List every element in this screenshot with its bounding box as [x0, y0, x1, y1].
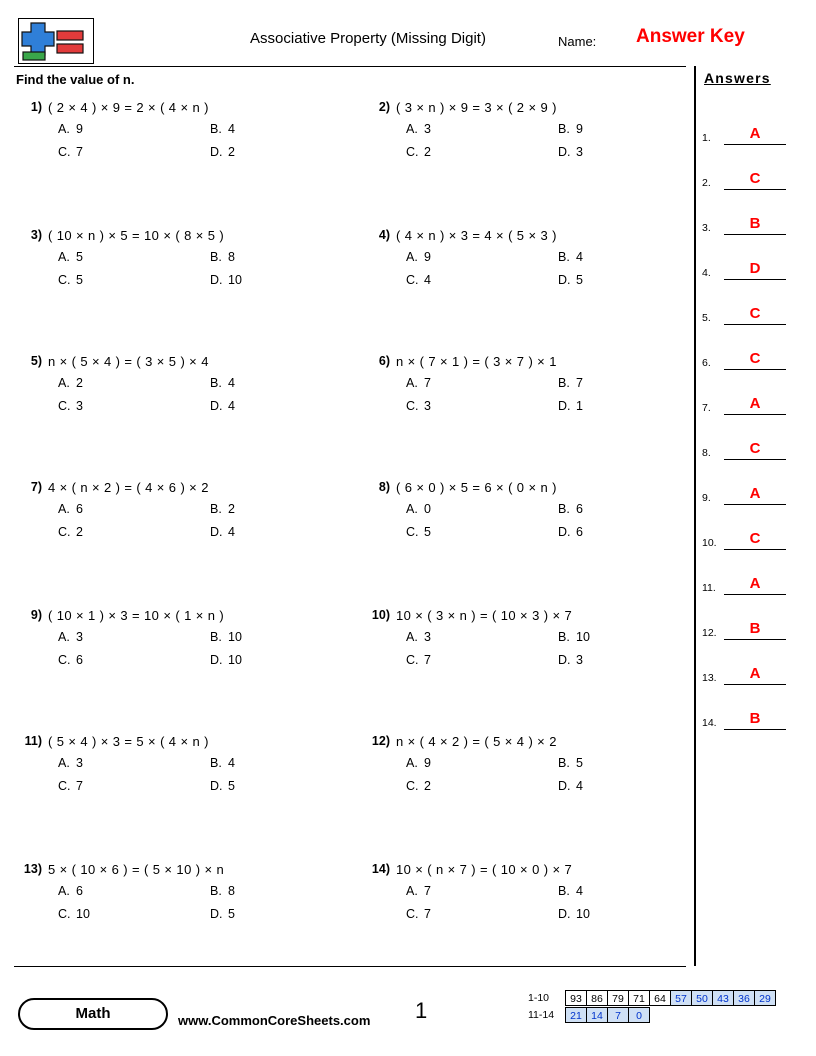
- subject-badge: Math: [18, 998, 168, 1030]
- choice-c[interactable]: C. 3: [58, 399, 83, 413]
- choice-b[interactable]: B. 4: [210, 756, 235, 770]
- choice-c[interactable]: C. 2: [406, 145, 431, 159]
- answer-index: 1.: [702, 132, 711, 144]
- choice-a[interactable]: A. 7: [406, 376, 431, 390]
- answer-row: [700, 235, 804, 280]
- score-cell: 14: [586, 1007, 608, 1023]
- answer-index: 7.: [702, 402, 711, 414]
- answer-value: B: [749, 215, 761, 232]
- choice-a[interactable]: A. 6: [58, 502, 83, 516]
- problem-equation: 10 × ( n × 7 ) = ( 10 × 0 ) × 7: [396, 862, 573, 877]
- choice-c[interactable]: C. 7: [58, 779, 83, 793]
- problem-number: 8): [378, 480, 390, 494]
- answer-index: 10.: [702, 537, 717, 549]
- choice-d[interactable]: D. 3: [558, 145, 583, 159]
- choice-a[interactable]: A. 9: [406, 250, 431, 264]
- answer-row: [700, 460, 804, 505]
- problem-choices: [406, 122, 676, 168]
- score-cell: 36: [733, 990, 755, 1006]
- choice-b[interactable]: B. 5: [558, 756, 583, 770]
- answer-value: B: [749, 620, 761, 637]
- choice-c[interactable]: C. 7: [406, 907, 431, 921]
- answer-row: [700, 100, 804, 145]
- choice-c[interactable]: C. 5: [406, 525, 431, 539]
- problem-number: 5): [30, 354, 42, 368]
- choice-c[interactable]: C. 5: [58, 273, 83, 287]
- answer-index: 2.: [702, 177, 711, 189]
- answer-value: A: [749, 125, 761, 142]
- choice-b[interactable]: B. 10: [210, 630, 242, 644]
- answer-value: A: [749, 575, 761, 592]
- answers-title: Answers: [704, 70, 771, 86]
- answer-row: [700, 190, 804, 235]
- problem-number: 1): [30, 100, 42, 114]
- score-cell: 43: [712, 990, 734, 1006]
- choice-d[interactable]: D. 1: [558, 399, 583, 413]
- problem-number: 10): [371, 608, 390, 622]
- choice-b[interactable]: B. 8: [210, 250, 235, 264]
- website-url[interactable]: www.CommonCoreSheets.com: [178, 1013, 371, 1028]
- problem-equation: ( 4 × n ) × 3 = 4 × ( 5 × 3 ): [396, 228, 557, 243]
- choice-b[interactable]: B. 6: [558, 502, 583, 516]
- choice-d[interactable]: D. 4: [558, 779, 583, 793]
- choice-b[interactable]: B. 7: [558, 376, 583, 390]
- answer-index: 14.: [702, 717, 717, 729]
- answer-row: [700, 325, 804, 370]
- problem-choices: [58, 376, 328, 422]
- choice-b[interactable]: B. 8: [210, 884, 235, 898]
- answer-row: [700, 415, 804, 460]
- answer-row: [700, 370, 804, 415]
- answer-value: C: [749, 440, 761, 457]
- problem-number: 4): [378, 228, 390, 242]
- choice-b[interactable]: B. 9: [558, 122, 583, 136]
- problems-area: [14, 90, 686, 960]
- answer-row: [700, 280, 804, 325]
- choice-b[interactable]: B. 4: [210, 376, 235, 390]
- problem-equation: 10 × ( 3 × n ) = ( 10 × 3 ) × 7: [396, 608, 573, 623]
- problem-number: 11): [24, 734, 42, 748]
- problem-number: 6): [378, 354, 390, 368]
- choice-c[interactable]: C. 3: [406, 399, 431, 413]
- problem-equation: ( 10 × n ) × 5 = 10 × ( 8 × 5 ): [48, 228, 225, 243]
- problem-number: 2): [378, 100, 390, 114]
- score-row-label: 1-10: [528, 992, 550, 1004]
- answer-value: C: [749, 170, 761, 187]
- problem-choices: [406, 502, 676, 548]
- answer-value: A: [749, 485, 761, 502]
- problem-choices: [58, 122, 328, 168]
- problem-choices: [58, 250, 328, 296]
- worksheet-header: [18, 18, 798, 66]
- choice-d[interactable]: D. 10: [558, 907, 590, 921]
- answer-row: [700, 595, 804, 640]
- problem-choices: [58, 756, 328, 802]
- instruction-text: Find the value of n.: [16, 72, 135, 87]
- problem-number: 14): [371, 862, 390, 876]
- problem-choices: [406, 756, 676, 802]
- answer-value: A: [749, 665, 761, 682]
- choice-d[interactable]: D. 2: [210, 145, 235, 159]
- answer-index: 3.: [702, 222, 711, 234]
- score-cell: 0: [628, 1007, 650, 1023]
- problem-equation: n × ( 7 × 1 ) = ( 3 × 7 ) × 1: [396, 354, 557, 369]
- choice-d[interactable]: D. 5: [210, 779, 235, 793]
- problem-equation: 4 × ( n × 2 ) = ( 4 × 6 ) × 2: [48, 480, 209, 495]
- choice-b[interactable]: B. 2: [210, 502, 235, 516]
- choice-d[interactable]: D. 3: [558, 653, 583, 667]
- choice-c[interactable]: C. 2: [406, 779, 431, 793]
- score-cell: 50: [691, 990, 713, 1006]
- problem-equation: n × ( 4 × 2 ) = ( 5 × 4 ) × 2: [396, 734, 557, 749]
- problem-equation: n × ( 5 × 4 ) = ( 3 × 5 ) × 4: [48, 354, 209, 369]
- answer-value: C: [749, 530, 761, 547]
- problem-equation: ( 5 × 4 ) × 3 = 5 × ( 4 × n ): [48, 734, 209, 749]
- footer-divider: [14, 966, 686, 967]
- choice-a[interactable]: A. 3: [58, 756, 83, 770]
- answers-divider: [694, 66, 696, 966]
- choice-c[interactable]: C. 4: [406, 273, 431, 287]
- answer-index: 5.: [702, 312, 711, 324]
- problem-number: 12): [371, 734, 390, 748]
- choice-c[interactable]: C. 7: [406, 653, 431, 667]
- score-cell: 21: [565, 1007, 587, 1023]
- choice-a[interactable]: A. 3: [406, 122, 431, 136]
- answer-index: 8.: [702, 447, 711, 459]
- choice-a[interactable]: A. 3: [58, 630, 83, 644]
- answer-index: 4.: [702, 267, 711, 279]
- choice-b[interactable]: B. 4: [210, 122, 235, 136]
- choice-a[interactable]: A. 0: [406, 502, 431, 516]
- problem-choices: [58, 884, 328, 930]
- problem-number: 7): [30, 480, 42, 494]
- answer-value: A: [749, 395, 761, 412]
- answer-index: 13.: [702, 672, 717, 684]
- answer-value: D: [749, 260, 761, 277]
- header-divider: [14, 66, 686, 67]
- page-number: 1: [415, 998, 428, 1023]
- problem-number: 13): [23, 862, 42, 876]
- math-plus-logo-icon: [18, 18, 94, 64]
- score-cell: 93: [565, 990, 587, 1006]
- choice-a[interactable]: A. 7: [406, 884, 431, 898]
- choice-b[interactable]: B. 4: [558, 250, 583, 264]
- score-table: [528, 990, 776, 1024]
- choice-d[interactable]: D. 10: [210, 273, 242, 287]
- choice-d[interactable]: D. 6: [558, 525, 583, 539]
- problem-equation: ( 2 × 4 ) × 9 = 2 × ( 4 × n ): [48, 100, 209, 115]
- score-cell: 7: [607, 1007, 629, 1023]
- answer-row: [700, 640, 804, 685]
- answers-column: [700, 70, 804, 730]
- choice-d[interactable]: D. 4: [210, 525, 235, 539]
- choice-a[interactable]: A. 9: [58, 122, 83, 136]
- choice-a[interactable]: A. 9: [406, 756, 431, 770]
- problem-choices: [406, 884, 676, 930]
- answer-row: [700, 505, 804, 550]
- problem-choices: [406, 630, 676, 676]
- score-row: [528, 1007, 776, 1024]
- choice-a[interactable]: A. 6: [58, 884, 83, 898]
- choice-c[interactable]: C. 7: [58, 145, 83, 159]
- score-cell: 57: [670, 990, 692, 1006]
- score-cell: 86: [586, 990, 608, 1006]
- answer-row: [700, 685, 804, 730]
- problem-equation: 5 × ( 10 × 6 ) = ( 5 × 10 ) × n: [48, 862, 225, 877]
- answer-value: C: [749, 350, 761, 367]
- answer-index: 9.: [702, 492, 711, 504]
- choice-c[interactable]: C. 2: [58, 525, 83, 539]
- score-cell: 29: [754, 990, 776, 1006]
- answer-row: [700, 145, 804, 190]
- name-label: Name:: [558, 34, 597, 49]
- score-cell: 64: [649, 990, 671, 1006]
- answer-index: 12.: [702, 627, 717, 639]
- score-row: [528, 990, 776, 1007]
- choice-a[interactable]: A. 5: [58, 250, 83, 264]
- answers-list: [700, 100, 804, 730]
- answer-index: 6.: [702, 357, 711, 369]
- answer-value: C: [749, 305, 761, 322]
- choice-a[interactable]: A. 2: [58, 376, 83, 390]
- choice-b[interactable]: B. 10: [558, 630, 590, 644]
- problem-choices: [406, 250, 676, 296]
- choice-c[interactable]: C. 6: [58, 653, 83, 667]
- problem-number: 9): [30, 608, 42, 622]
- page-title: Associative Property (Missing Digit): [250, 30, 486, 47]
- choice-d[interactable]: D. 4: [210, 399, 235, 413]
- answer-key-stamp: Answer Key: [636, 26, 745, 47]
- score-cell: 79: [607, 990, 629, 1006]
- score-cell: 71: [628, 990, 650, 1006]
- problem-equation: ( 6 × 0 ) × 5 = 6 × ( 0 × n ): [396, 480, 557, 495]
- choice-d[interactable]: D. 5: [558, 273, 583, 287]
- answer-row: [700, 550, 804, 595]
- answer-value: B: [749, 710, 761, 727]
- choice-d[interactable]: D. 10: [210, 653, 242, 667]
- choice-c[interactable]: C. 10: [58, 907, 90, 921]
- choice-a[interactable]: A. 3: [406, 630, 431, 644]
- problem-choices: [406, 376, 676, 422]
- choice-b[interactable]: B. 4: [558, 884, 583, 898]
- answer-index: 11.: [702, 582, 716, 594]
- score-row-label: 11-14: [528, 1009, 555, 1021]
- problem-choices: [58, 502, 328, 548]
- problem-number: 3): [30, 228, 42, 242]
- problem-equation: ( 10 × 1 ) × 3 = 10 × ( 1 × n ): [48, 608, 225, 623]
- problem-equation: ( 3 × n ) × 9 = 3 × ( 2 × 9 ): [396, 100, 557, 115]
- problem-choices: [58, 630, 328, 676]
- choice-d[interactable]: D. 5: [210, 907, 235, 921]
